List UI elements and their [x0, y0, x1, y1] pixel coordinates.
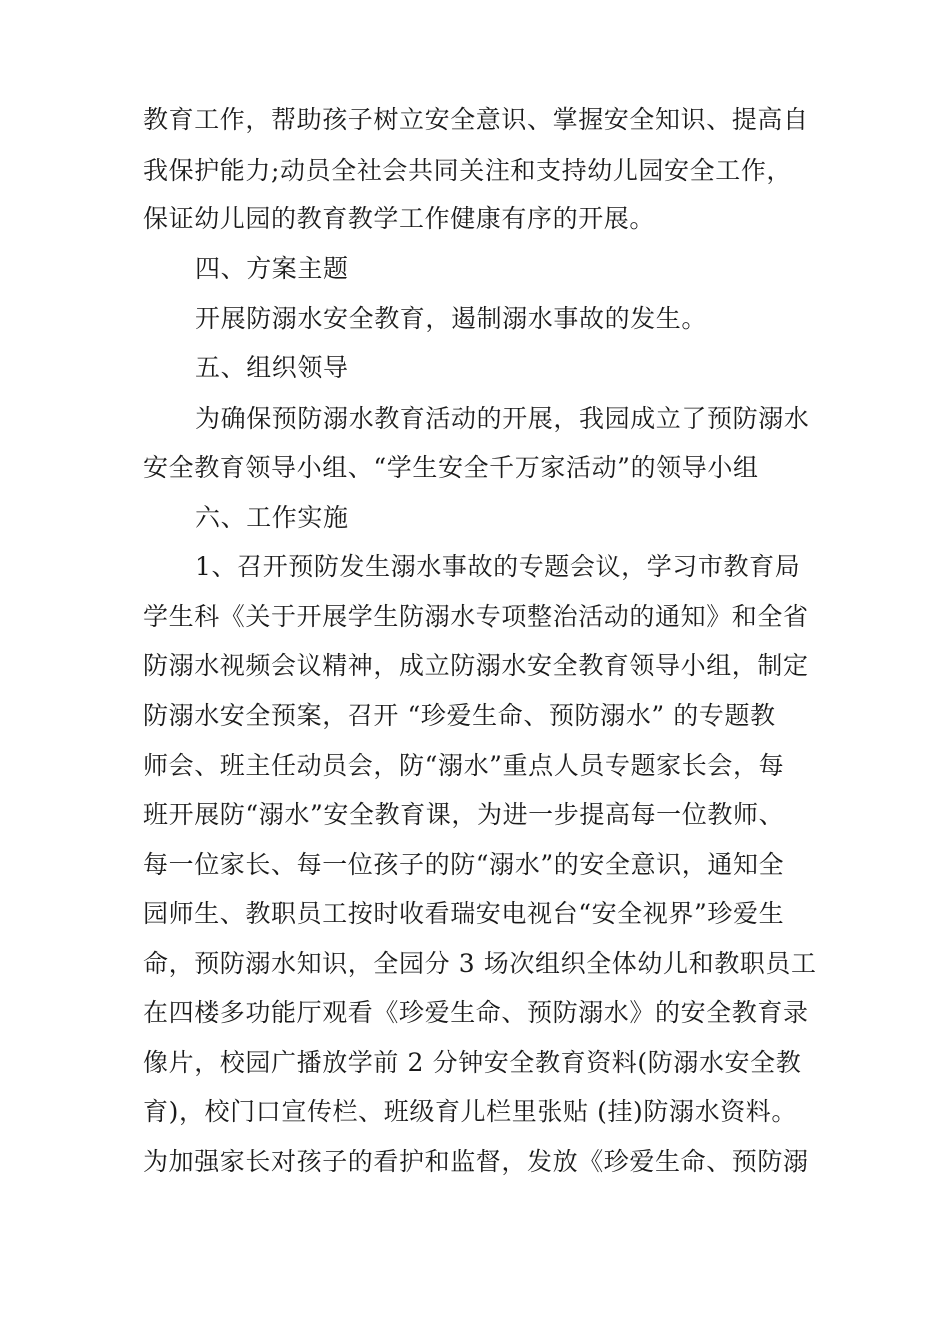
paragraph-line: 教育工作，帮助孩子树立安全意识、掌握安全知识、提高自: [143, 105, 809, 134]
paragraph-line: 1、召开预防发生溺水事故的专题会议，学习市教育局: [195, 552, 801, 581]
paragraph-line: 每一位家长、每一位孩子的防“溺水”的安全意识，通知全: [143, 850, 785, 879]
paragraph-line: 为确保预防溺水教育活动的开展，我园成立了预防溺水: [195, 404, 810, 433]
section-heading-organization: 五、组织领导: [195, 353, 349, 382]
paragraph-line: 园师生、教职员工按时收看瑞安电视台“安全视界”珍爱生: [143, 899, 785, 928]
paragraph-line: 在四楼多功能厅观看《珍爱生命、预防溺水》的安全教育录: [143, 998, 809, 1027]
paragraph-line: 像片，校园广播放学前 2 分钟安全教育资料(防溺水安全教: [143, 1048, 802, 1077]
paragraph-line: 命，预防溺水知识，全园分 3 场次组织全体幼儿和教职员工: [143, 949, 817, 978]
paragraph-line: 我保护能力;动员全社会共同关注和支持幼儿园安全工作，: [143, 156, 793, 185]
paragraph-line: 学生科《关于开展学生防溺水专项整治活动的通知》和全省: [143, 602, 809, 631]
paragraph-line: 师会、班主任动员会，防“溺水”重点人员专题家长会，每: [143, 751, 785, 780]
paragraph-line: 安全教育领导小组、“学生安全千万家活动”的领导小组: [143, 453, 759, 482]
paragraph-line: 防溺水安全预案，召开 “珍爱生命、预防溺水” 的专题教: [143, 701, 776, 730]
section-heading-plan-theme: 四、方案主题: [195, 254, 349, 283]
paragraph-line: 为加强家长对孩子的看护和监督，发放《珍爱生命、预防溺: [143, 1147, 809, 1176]
paragraph-line: 开展防溺水安全教育，遏制溺水事故的发生。: [195, 304, 708, 333]
section-heading-implementation: 六、工作实施: [195, 503, 349, 532]
paragraph-line: 防溺水视频会议精神，成立防溺水安全教育领导小组，制定: [143, 651, 809, 680]
paragraph-line: 保证幼儿园的教育教学工作健康有序的开展。: [143, 204, 656, 233]
paragraph-line: 育)，校门口宣传栏、班级育儿栏里张贴 (挂)防溺水资料。: [143, 1097, 798, 1126]
paragraph-line: 班开展防“溺水”安全教育课，为进一步提高每一位教师、: [143, 800, 785, 829]
